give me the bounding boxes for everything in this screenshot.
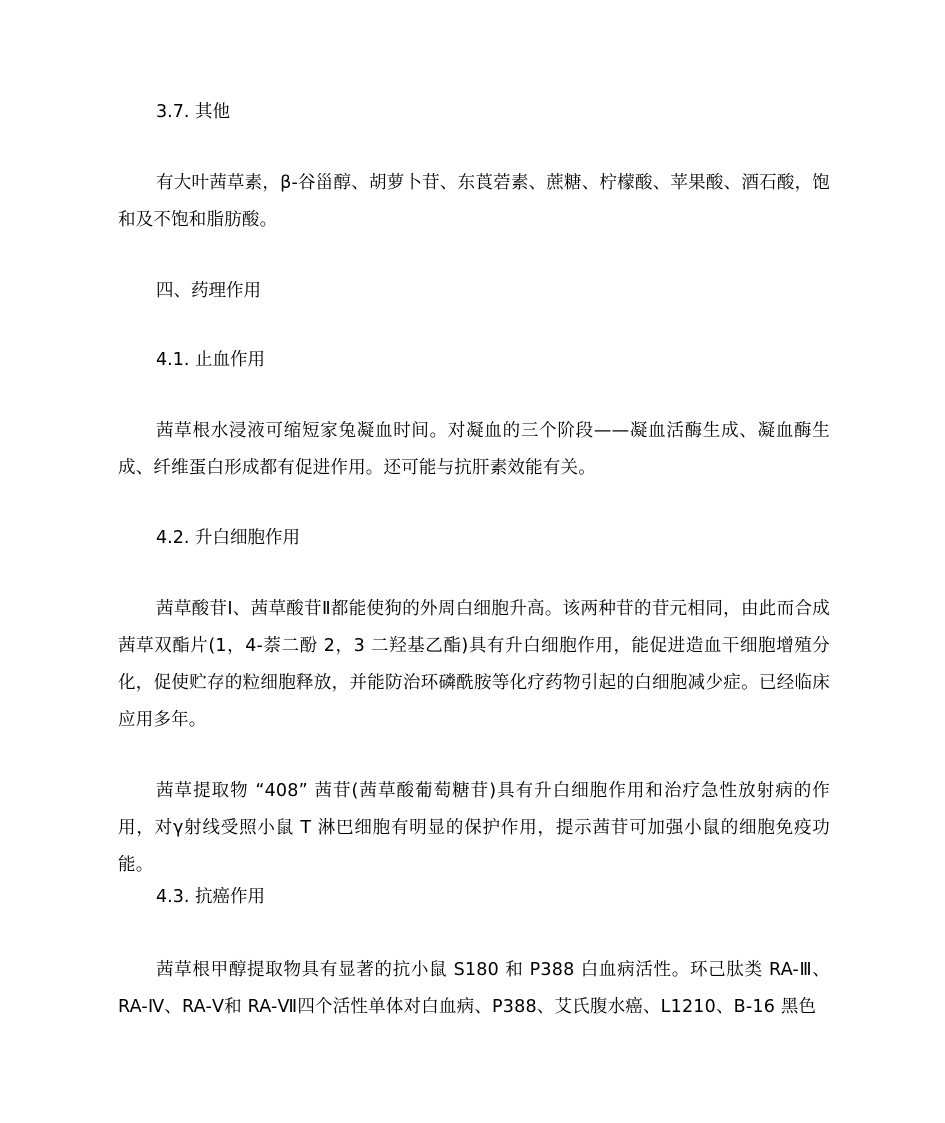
section-heading-4-1: 4.1. 止血作用 [156,350,265,370]
paragraph-other-constituents: 有大叶茜草素，β-谷甾醇、胡萝卜苷、东莨菪素、蔗糖、柠檬酸、苹果酸、酒石酸，饱和及不饱和脂肪酸。 [118,173,830,230]
paragraph-hemostasis: 茜草根水浸液可缩短家兔凝血时间。对凝血的三个阶段——凝血活酶生成、凝血酶生成、纤维蛋白形成都有促进作用。还可能与抗肝素效能有关。 [118,421,830,478]
paragraph-extract-408: 茜草提取物 “408” 茜苷(茜草酸葡萄糖苷)具有升白细胞作用和治疗急性放射病的作用，对γ射线受照小鼠 T 淋巴细胞有明显的保护作用，提示茜苷可加强小鼠的细胞免疫功能。 [118,781,830,875]
chapter-heading-pharmacology: 四、药理作用 [156,281,261,301]
section-heading-3-7: 3.7. 其他 [156,102,230,122]
paragraph-leukocyte-raising: 茜草酸苷Ⅰ、茜草酸苷Ⅱ都能使狗的外周白细胞升高。该两种苷的苷元相同，由此而合成茜草双酯片(1，4-萘二酚 2，3 二羟基乙酯)具有升白细胞作用，能促进造血干细胞增殖分化，促使贮存的粒细胞释放，并能防治环磷酰胺等化疗药物引起的白细胞减少症。已经临床应用多年。 [118,599,830,730]
paragraph-anticancer: 茜草根甲醇提取物具有显著的抗小鼠 S180 和 P388 白血病活性。环己肽类 RA-Ⅲ、RA-Ⅳ、RA-Ⅴ和 RA-Ⅶ四个活性单体对白血病、P388、艾氏腹水癌、L1210、B-16 黑色 [118,960,830,1017]
section-heading-4-3: 4.3. 抗癌作用 [156,887,265,907]
section-heading-4-2: 4.2. 升白细胞作用 [156,528,300,548]
